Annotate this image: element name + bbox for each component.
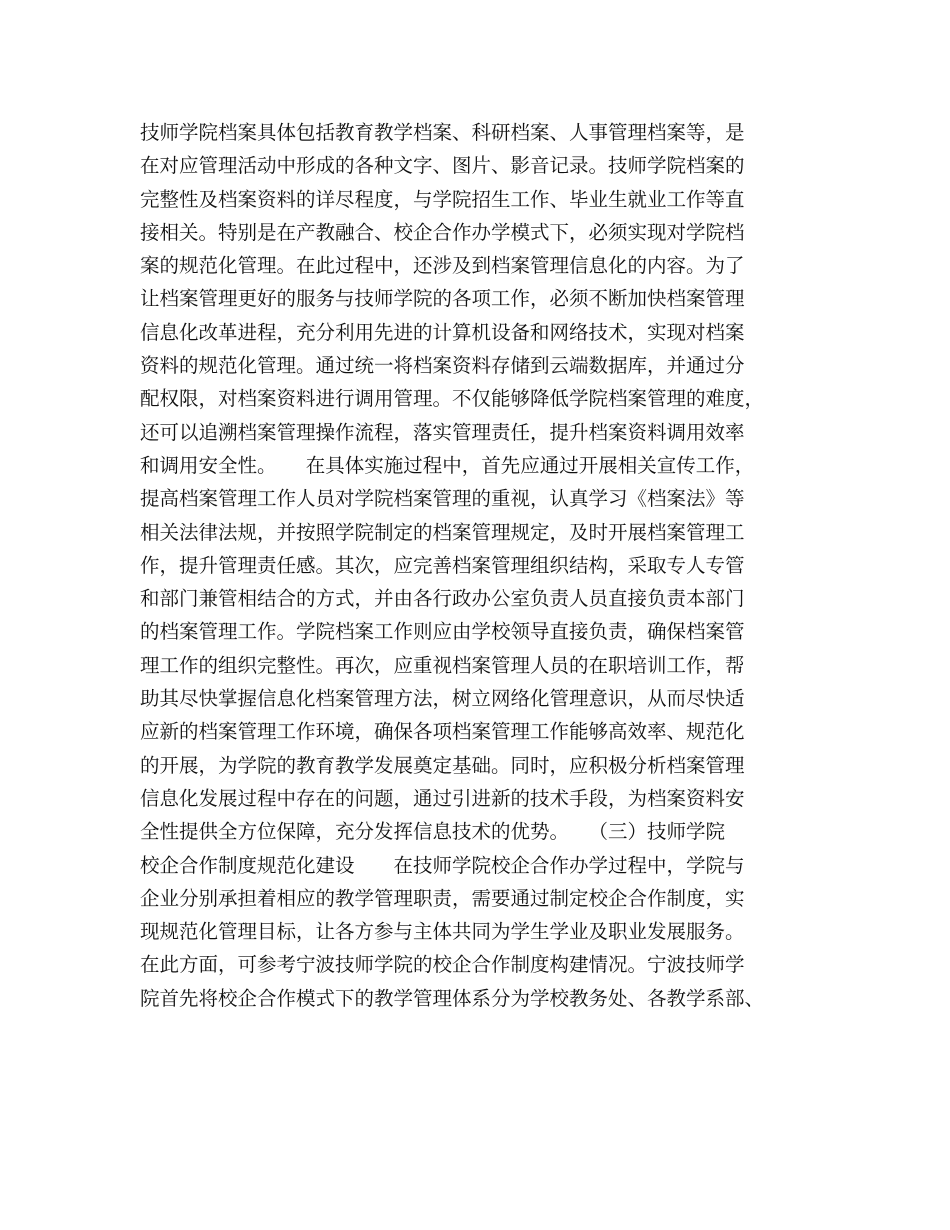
text-line: 还可以追溯档案管理操作流程，落实管理责任，提升档案资料调用效率 [140,420,745,444]
text-line: 企业分别承担着相应的教学管理职责，需要通过制定校企合作制度，实 [140,886,745,910]
text-line: 全性提供全方位保障，充分发挥信息技术的优势。 （三）技师学院 [140,820,726,844]
text-line: 技师学院档案具体包括教育教学档案、科研档案、人事管理档案等，是 [140,121,745,144]
body-paragraph [140,116,830,1015]
text-line: 相关法律法规，并按照学院制定的档案管理规定，及时开展档案管理工 [140,520,745,544]
text-line: 校企合作制度规范化建设 在技师学院校企合作办学过程中，学院与 [140,853,745,877]
text-line: 资料的规范化管理。通过统一将档案资料存储到云端数据库，并通过分 [140,354,745,378]
text-line: 的档案管理工作。学院档案工作则应由学校领导直接负责，确保档案管 [140,620,745,644]
text-line: 配权限，对档案资料进行调用管理。不仅能够降低学院档案管理的难度， [140,387,765,411]
text-line: 助其尽快掌握信息化档案管理方法，树立网络化管理意识，从而尽快适 [140,687,745,711]
text-line: 应新的档案管理工作环境，确保各项档案管理工作能够高效率、规范化 [140,720,745,744]
text-line: 现规范化管理目标，让各方参与主体共同为学生学业及职业发展服务。 [140,920,745,944]
text-line: 案的规范化管理。在此过程中，还涉及到档案管理信息化的内容。为了 [140,254,745,278]
text-line: 在此方面，可参考宁波技师学院的校企合作制度构建情况。宁波技师学 [140,953,745,977]
text-line: 院首先将校企合作模式下的教学管理体系分为学校教务处、各教学系部、 [140,986,765,1010]
text-line: 在对应管理活动中形成的各种文字、图片、影音记录。技师学院档案的 [140,154,745,178]
text-line: 和部门兼管相结合的方式，并由各行政办公室负责人员直接负责本部门 [140,587,745,611]
text-line: 信息化改革进程，充分利用先进的计算机设备和网络技术，实现对档案 [140,320,745,344]
text-line: 理工作的组织完整性。再次，应重视档案管理人员的在职培训工作，帮 [140,653,745,677]
text-line: 让档案管理更好的服务与技师学院的各项工作，必须不断加快档案管理 [140,287,745,311]
text-line: 作，提升管理责任感。其次，应完善档案管理组织结构，采取专人专管 [140,553,745,577]
text-line: 提高档案管理工作人员对学院档案管理的重视，认真学习《档案法》等 [140,487,745,511]
text-line: 信息化发展过程中存在的问题，通过引进新的技术手段，为档案资料安 [140,786,745,810]
text-line: 完整性及档案资料的详尽程度，与学院招生工作、毕业生就业工作等直 [140,187,745,211]
text-line: 接相关。特别是在产教融合、校企合作办学模式下，必须实现对学院档 [140,220,745,244]
text-line: 和调用安全性。 在具体实施过程中，首先应通过开展相关宣传工作， [140,453,755,477]
text-line: 的开展，为学院的教育教学发展奠定基础。同时，应积极分析档案管理 [140,753,745,777]
